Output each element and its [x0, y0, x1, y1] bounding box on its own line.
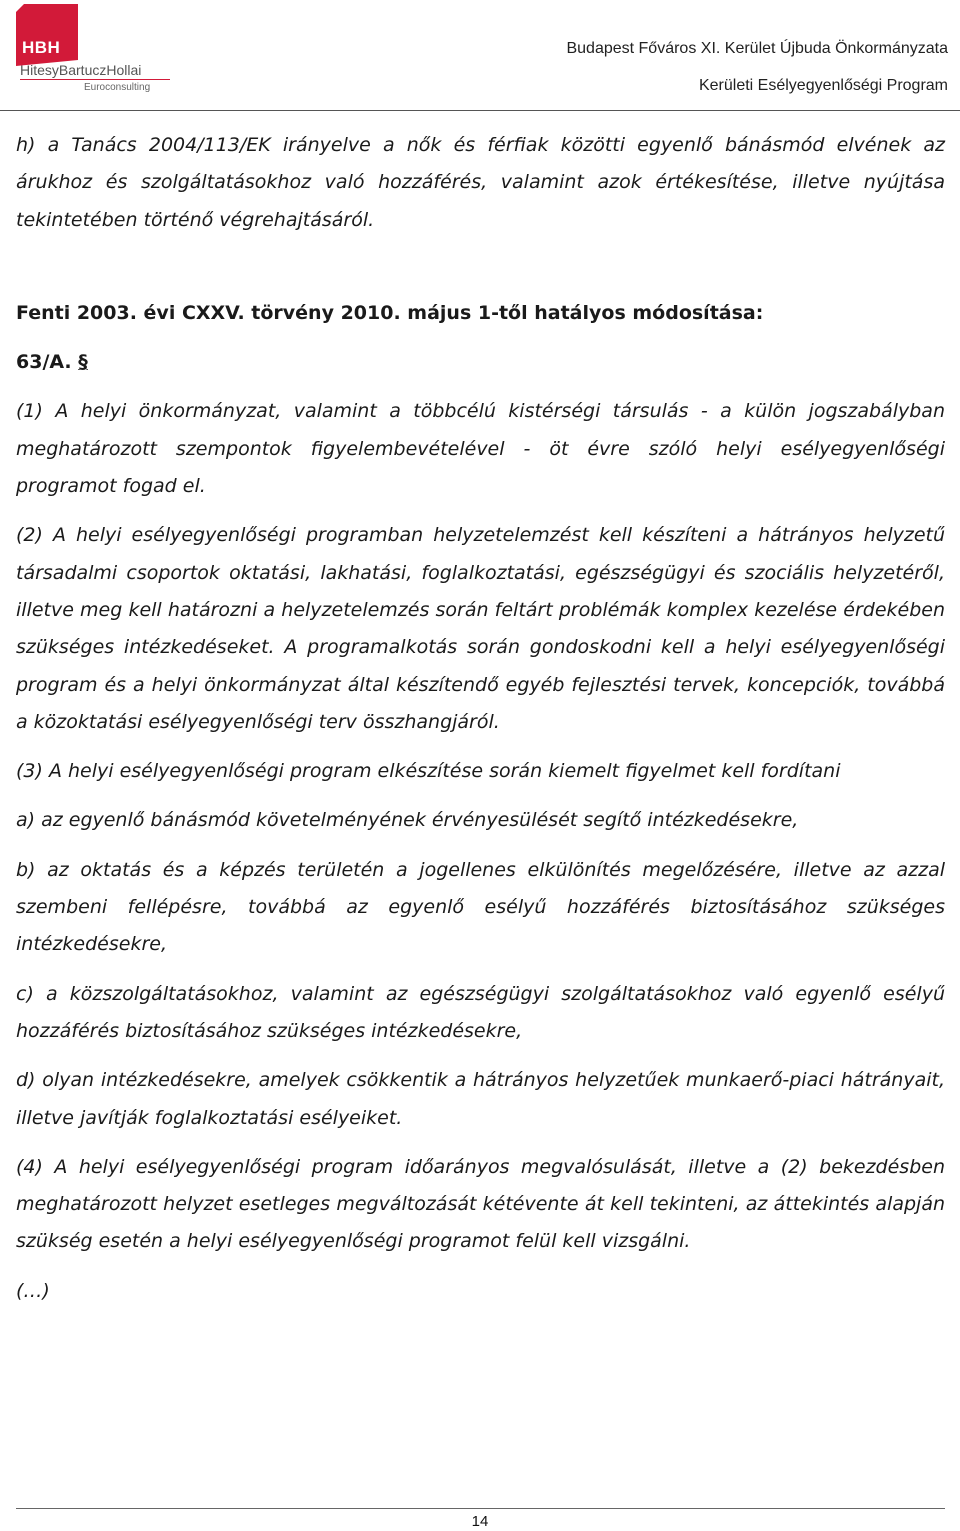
paragraph-3b: b) az oktatás és a képzés területén a jogellenes elkülönítés megelőzésére, illetve az azzal szembeni fellépésre, továbbá az egyenlő esélyű hozzáférés biztosításához szükséges intézkedésekre,: [16, 858, 945, 956]
header-divider: [0, 110, 960, 111]
header-organization: Budapest Főváros XI. Kerület Újbuda Önkormányzata: [566, 40, 948, 57]
paragraph-3a: a) az egyenlő bánásmód követelményének érvényesülését segítő intézkedésekre,: [16, 809, 799, 832]
logo-subtitle: Euroconsulting: [84, 82, 151, 93]
ellipsis: (…): [16, 1279, 50, 1302]
page-header: [0, 0, 960, 112]
section-heading: Fenti 2003. évi CXXV. törvény 2010. május 1-től hatályos módosítása:: [16, 301, 764, 324]
logo-divider: [20, 79, 170, 80]
header-program: Kerületi Esélyegyenlőségi Program: [698, 77, 948, 94]
hbh-logo: [16, 4, 176, 96]
section-number: 63/A.: [16, 351, 72, 374]
paragraph-4: (4) A helyi esélyegyenlőségi program időarányos megvalósulását, illetve a (2) bekezdésben meghatározott helyzet esetleges megváltozását kétévente át kell tekinteni, az áttekintés alapján szükség esetén a helyi esélyegyenlőségi programot felül kell vizsgálni.: [16, 1155, 945, 1253]
logo-badge-text: HBH: [22, 38, 61, 57]
paragraph-1: (1) A helyi önkormányzat, valamint a többcélú kistérségi társulás - a külön jogszabályban meghatározott szempontok figyelembevételével - öt évre szóló helyi esélyegyenlőségi programot fogad el.: [16, 400, 945, 498]
footer-divider: [16, 1508, 945, 1509]
section-number-line: [16, 344, 945, 381]
paragraph-item-h: h) a Tanács 2004/113/EK irányelve a nők és férfiak közötti egyenlő bánásmód elvének az árukhoz és szolgáltatásokhoz való hozzáférés, valamint azok értékesítése, illetve nyújtása tekintetében történő végrehajtásáról.: [16, 134, 945, 231]
section-sign: §: [78, 351, 88, 374]
paragraph-3: (3) A helyi esélyegyenlőségi program elkészítése során kiemelt figyelmet kell fordítani: [16, 760, 841, 783]
paragraph-3c: c) a közszolgáltatásokhoz, valamint az egészségügyi szolgáltatásokhoz való egyenlő esélyű hozzáférés biztosításához szükséges intézkedésekre,: [16, 982, 945, 1042]
document-body: [16, 127, 945, 1310]
paragraph-3d: d) olyan intézkedésekre, amelyek csökkentik a hátrányos helyzetűek munkaerő-piaci hátrányait, illetve javítják foglalkoztatási esélyeiket.: [16, 1069, 945, 1129]
logo-badge-icon: [16, 4, 78, 66]
logo-company-name: HitesyBartuczHollai: [20, 62, 142, 78]
paragraph-2: (2) A helyi esélyegyenlőségi programban helyzetelemzést kell készíteni a hátrányos helyzetű társadalmi csoportok oktatási, lakhatási, foglalkoztatási, egészségügyi és szociális helyzetéről, illetve meg kell határozni a helyzetelemzés során feltárt problémák komplex kezelése érdekében szükséges intézkedéseket. A programalkotás során gondoskodni kell a helyi esélyegyenlőségi program és a helyi önkormányzat által készítendő egyéb fejlesztési tervek, koncepciók, továbbá a közoktatási esélyegyenlőségi terv összhangjáról.: [16, 524, 945, 733]
page-number: 14: [471, 1513, 489, 1530]
